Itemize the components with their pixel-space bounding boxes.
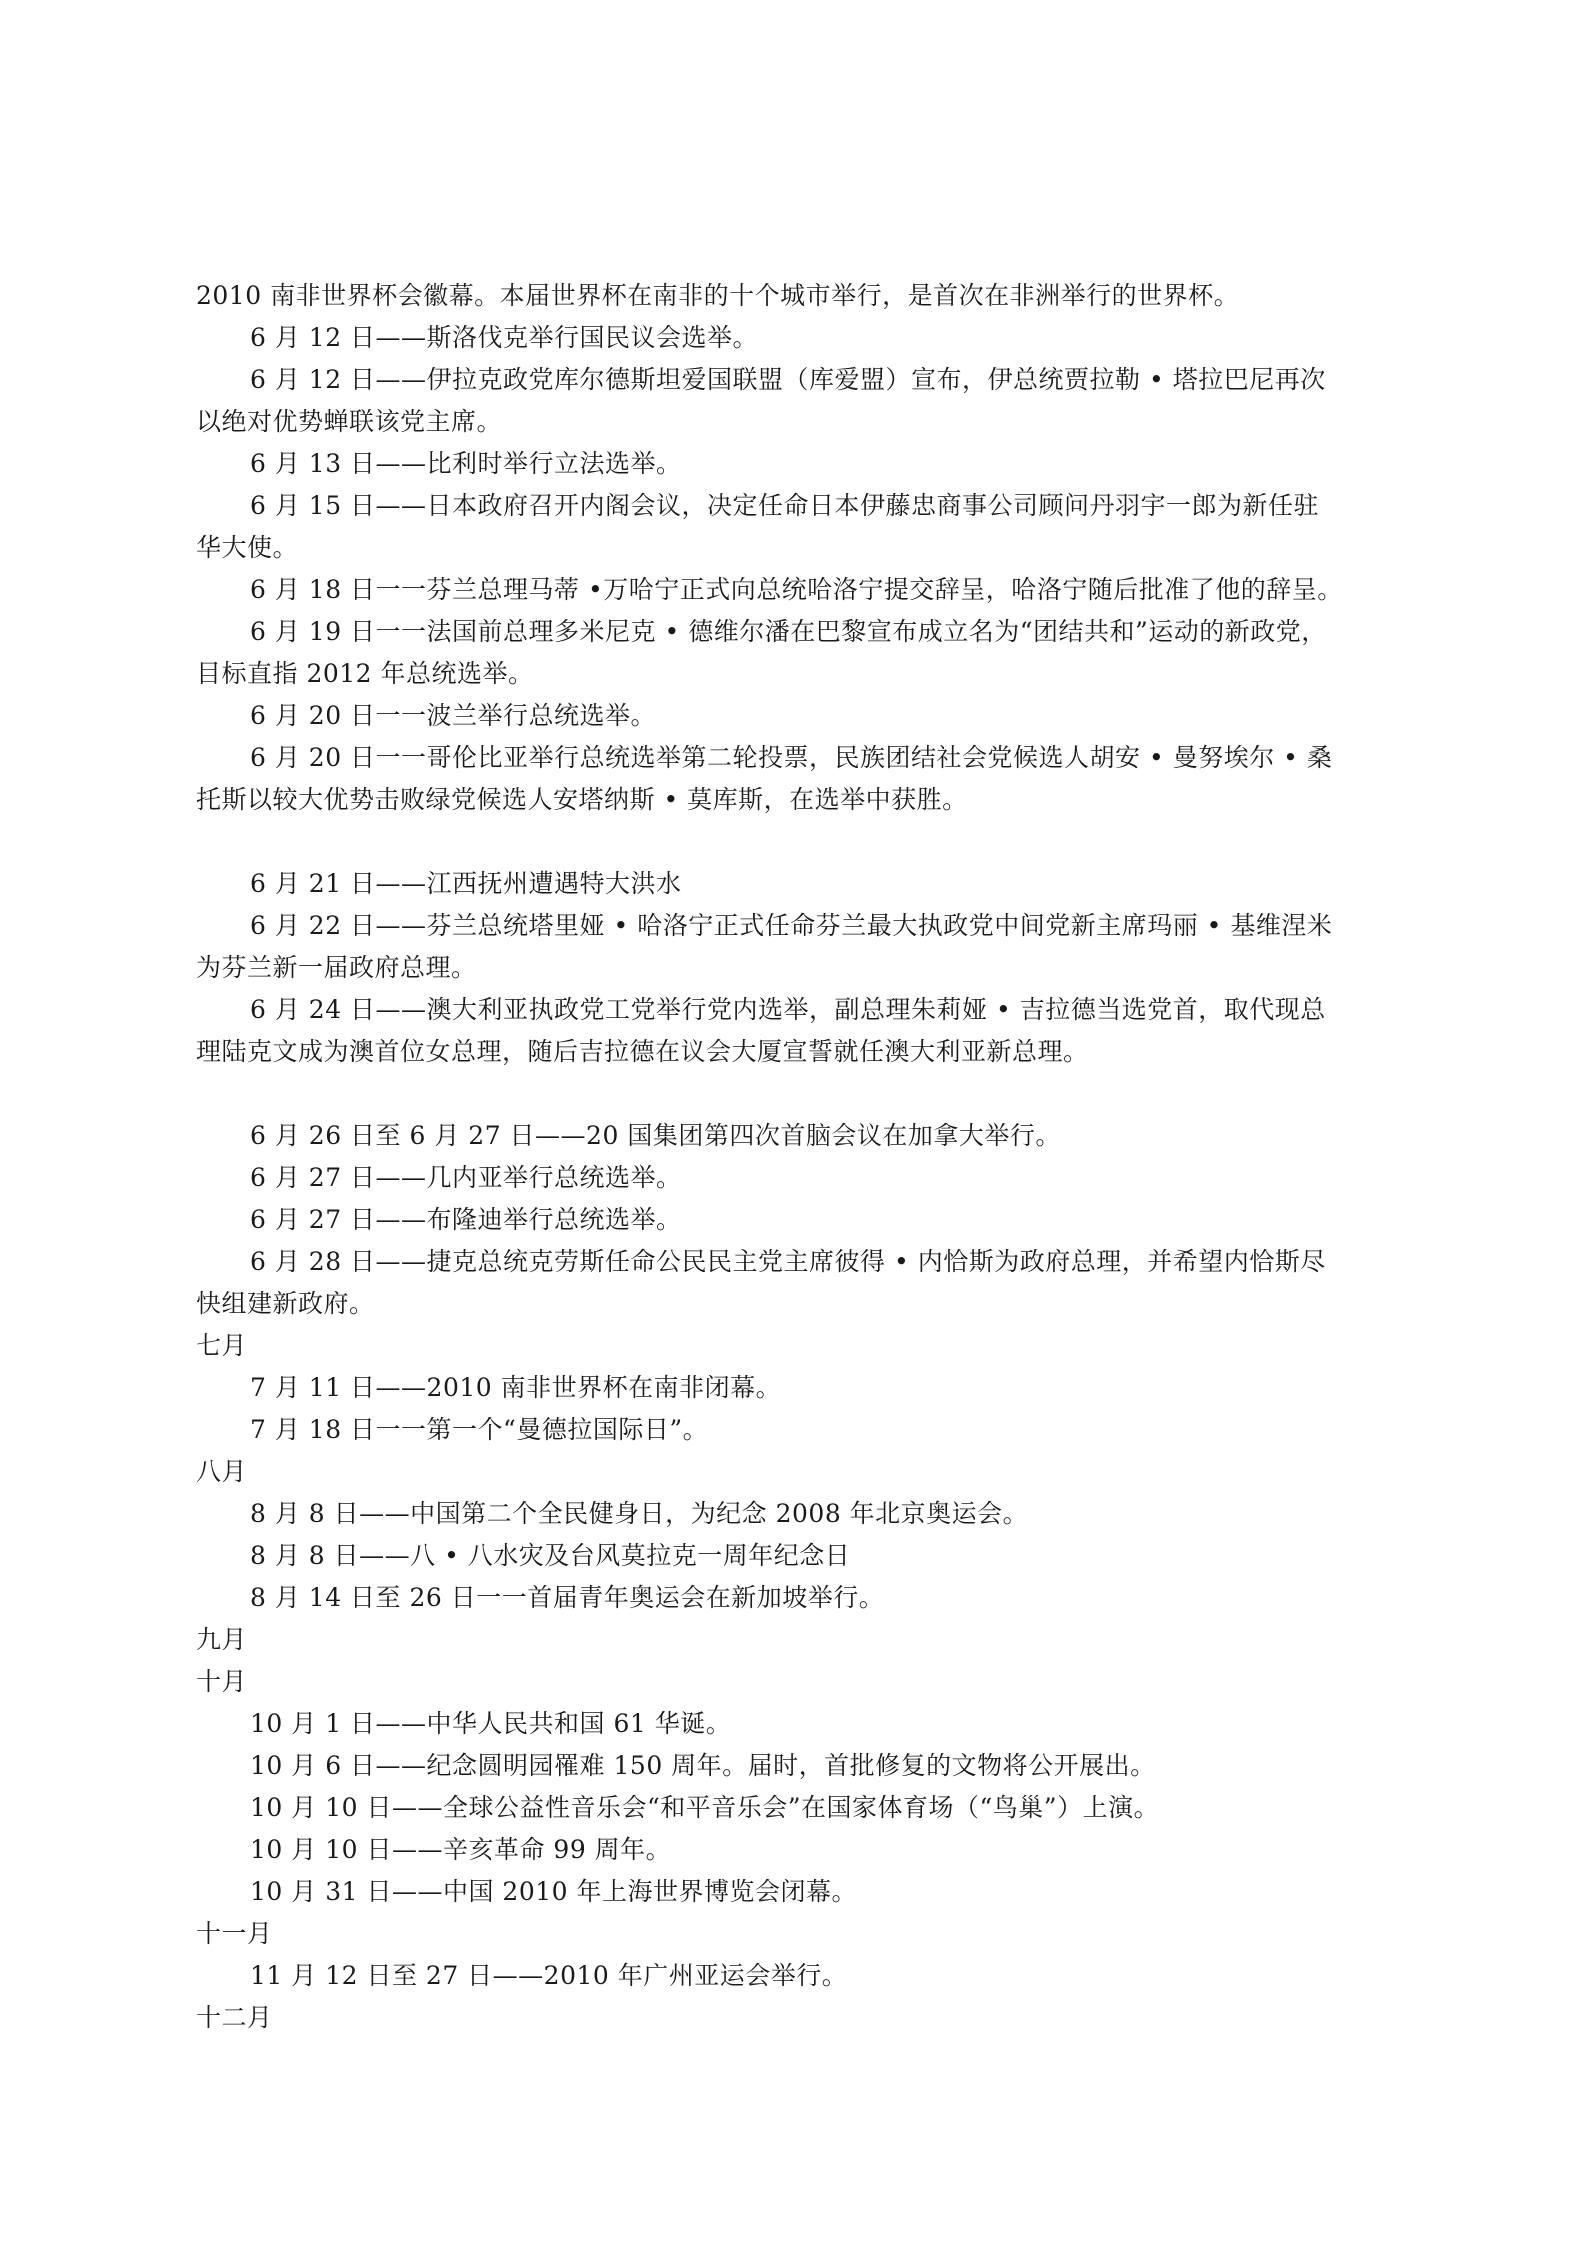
- text-line: 6 月 12 日——斯洛伐克举行国民议会选举。: [250, 323, 759, 352]
- text-line: 10 月 1 日——中华人民共和国 61 华诞。: [250, 1709, 732, 1738]
- text-line: 6 月 15 日——日本政府召开内阁会议，决定任命日本伊藤忠商事公司顾问丹羽宇一郎为新任驻: [250, 491, 1320, 520]
- text-line: 8 月 8 日——中国第二个全民健身日，为纪念 2008 年北京奥运会。: [250, 1499, 1029, 1528]
- text-line: 8 月 8 日——八 • 八水灾及台风莫拉克一周年纪念日: [250, 1541, 851, 1570]
- text-line: 8 月 14 日至 26 日一一首届青年奥运会在新加坡举行。: [250, 1583, 885, 1612]
- month-heading: 十一月: [196, 1919, 273, 1948]
- text-line: 6 月 26 日至 6 月 27 日——20 国集团第四次首脑会议在加拿大举行。: [250, 1121, 1061, 1150]
- text-line: 11 月 12 日至 27 日——2010 年广州亚运会举行。: [250, 1961, 848, 1990]
- text-line: 10 月 10 日——辛亥革命 99 周年。: [250, 1835, 672, 1864]
- text-line: 6 月 27 日——几内亚举行总统选举。: [250, 1163, 682, 1192]
- text-line: 6 月 18 日一一芬兰总理马蒂 •万哈宁正式向总统哈洛宁提交辞呈，哈洛宁随后批准了他的辞呈。: [250, 575, 1343, 604]
- text-line: 10 月 10 日——全球公益性音乐会“和平音乐会”在国家体育场（“鸟巢”）上演。: [250, 1793, 1160, 1822]
- text-line: 10 月 31 日——中国 2010 年上海世界博览会闭幕。: [250, 1877, 857, 1906]
- month-heading: 十二月: [196, 2003, 273, 2032]
- text-line: 为芬兰新一届政府总理。: [196, 953, 477, 982]
- text-line: 快组建新政府。: [196, 1289, 375, 1318]
- text-line: 6 月 20 日一一波兰举行总统选举。: [250, 701, 657, 730]
- text-line: 6 月 13 日——比利时举行立法选举。: [250, 449, 682, 478]
- text-line: 6 月 28 日——捷克总统克劳斯任命公民民主党主席彼得 • 内恰斯为政府总理，并希望内恰斯尽: [250, 1247, 1326, 1276]
- text-line: 6 月 21 日——江西抚州遭遇特大洪水: [250, 869, 682, 898]
- text-line: 2010 南非世界杯会徽幕。本届世界杯在南非的十个城市举行，是首次在非洲举行的世界杯。: [196, 281, 1240, 310]
- text-line: 华大使。: [196, 533, 299, 562]
- text-line: 10 月 6 日——纪念圆明园罹难 150 周年。届时，首批修复的文物将公开展出。: [250, 1751, 1156, 1780]
- month-heading: 十月: [196, 1667, 248, 1696]
- text-line: 6 月 27 日——布隆迪举行总统选举。: [250, 1205, 682, 1234]
- text-line: 6 月 20 日一一哥伦比亚举行总统选举第二轮投票，民族团结社会党候选人胡安 • 曼努埃尔 • 桑: [250, 743, 1333, 772]
- text-line: 托斯以较大优势击败绿党候选人安塔纳斯 • 莫库斯，在选举中获胜。: [196, 785, 968, 814]
- text-line: 理陆克文成为澳首位女总理，随后吉拉德在议会大厦宣誓就任澳大利亚新总理。: [196, 1037, 1089, 1066]
- month-heading: 八月: [196, 1457, 248, 1486]
- text-line: 6 月 24 日——澳大利亚执政党工党举行党内选举，副总理朱莉娅 • 吉拉德当选党首，取代现总: [250, 995, 1326, 1024]
- text-line: 6 月 22 日——芬兰总统塔里娅 • 哈洛宁正式任命芬兰最大执政党中间党新主席玛丽 • 基维涅米: [250, 911, 1333, 940]
- text-line: 以绝对优势蝉联该党主席。: [196, 407, 503, 436]
- text-line: 6 月 19 日一一法国前总理多米尼克 • 德维尔潘在巴黎宣布成立名为“团结共和”运动的新政党，: [250, 617, 1327, 646]
- month-heading: 七月: [196, 1331, 248, 1360]
- text-line: 7 月 11 日——2010 南非世界杯在南非闭幕。: [250, 1373, 782, 1402]
- text-line: 目标直指 2012 年总统选举。: [196, 659, 534, 688]
- text-line: 6 月 12 日——伊拉克政党库尔德斯坦爱国联盟（库爱盟）宣布，伊总统贾拉勒 • 塔拉巴尼再次: [250, 365, 1326, 394]
- text-line: 7 月 18 日一一第一个“曼德拉国际日”。: [250, 1415, 709, 1444]
- month-heading: 九月: [196, 1625, 248, 1654]
